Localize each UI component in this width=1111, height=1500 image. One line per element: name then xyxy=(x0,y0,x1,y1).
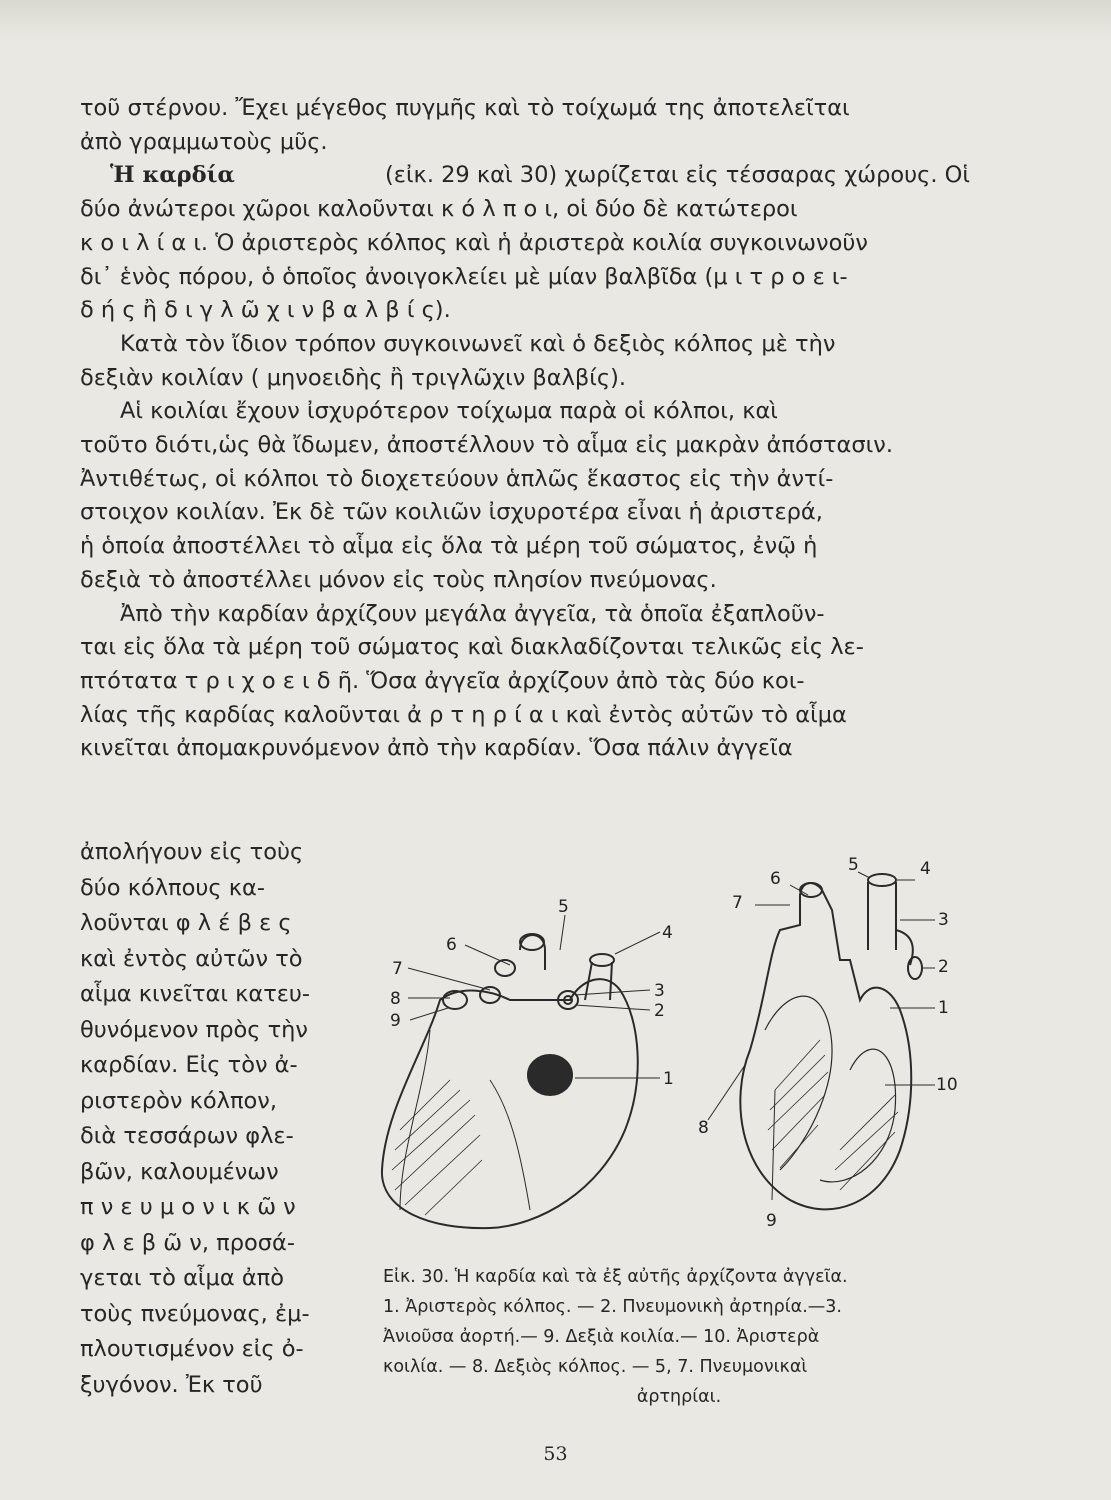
heart-figure xyxy=(370,850,980,1250)
heart-left-labels xyxy=(390,897,674,1089)
figure-label: 10 xyxy=(936,1075,958,1095)
column-line: δύο κόλπους κα- xyxy=(80,874,265,901)
caption-line: κοιλία. — 8. Δεξιὸς κόλπος. — 5, 7. Πνευμονικαὶ xyxy=(383,1357,808,1377)
text-line: δ ή ς ἢ δ ι γ λ ῶ χ ι ν β α λ β ί ς). xyxy=(80,297,451,324)
figure-label: 4 xyxy=(920,859,931,879)
text-line: ἡ ὁποία ἀποστέλλει τὸ αἷμα εἰς ὅλα τὰ μέρη τοῦ σώματος, ἐνῷ ἡ xyxy=(80,533,818,560)
figure-label: 2 xyxy=(938,957,949,977)
figure-label: 5 xyxy=(558,897,569,917)
column-line: π ν ε υ μ ο ν ι κ ῶ ν xyxy=(80,1194,296,1220)
column-line: γεται τὸ αἷμα ἀπὸ xyxy=(80,1265,284,1291)
figure-label: 7 xyxy=(392,959,403,979)
figure-label: 9 xyxy=(390,1011,401,1031)
figure-label: 5 xyxy=(848,855,859,875)
figure-label: 3 xyxy=(938,910,949,930)
text-line: Ἡ καρδία (εἰκ. 29 καὶ 30) χωρίζεται εἰς τέσσαρας χώρους. Οἱ xyxy=(80,159,970,193)
column-line: ξυγόνον. Ἐκ τοῦ xyxy=(80,1371,263,1398)
column-line: τοὺς πνεύμονας, ἐμ- xyxy=(80,1300,310,1327)
main-text xyxy=(80,92,970,766)
text-line: δι᾽ ἑνὸς πόρου, ὁ ὁποῖος ἀνοιγοκλείει μὲ μίαν βαλβῖδα (μ ι τ ρ ο ε ι- xyxy=(80,263,848,290)
heart-illustration xyxy=(370,850,980,1250)
text-line: τοῦτο διότι,ὡς θὰ ἴδωμεν, ἀποστέλλουν τὸ αἷμα εἰς μακρὰν ἀπόστασιν. xyxy=(80,432,893,459)
text-line: Αἱ κοιλίαι ἔχουν ἰσχυρότερον τοίχωμα παρὰ οἱ κόλποι, καὶ xyxy=(120,398,778,425)
figure-label: 1 xyxy=(938,998,949,1018)
text-line: κ ο ι λ ί α ι. Ὁ ἀριστερὸς κόλπος καὶ ἡ ἀριστερὰ κοιλία συγκοινωνοῦν xyxy=(80,229,868,256)
text-line: πτότατα τ ρ ι χ ο ε ι δ ῆ. Ὅσα ἀγγεῖα ἀρχίζουν ἀπὸ τὰς δύο κοι- xyxy=(80,667,805,694)
text-line: Ἀπὸ τὴν καρδίαν ἀρχίζουν μεγάλα ἀγγεῖα, τὰ ὁποῖα ἐξαπλοῦν- xyxy=(120,600,825,627)
text-line: ται εἰς ὅλα τὰ μέρη τοῦ σώματος καὶ διακλαδίζονται τελικῶς εἰς λε- xyxy=(80,634,864,661)
text-line: λίας τῆς καρδίας καλοῦνται ἀ ρ τ η ρ ί α ι καὶ ἐντὸς αὐτῶν τὸ αἷμα xyxy=(80,701,847,728)
text-line: ἀπὸ γραμμωτοὺς μῦς. xyxy=(80,128,328,155)
figure-label: 3 xyxy=(654,981,665,1001)
caption-line: Εἰκ. 30. Ἡ καρδία καὶ τὰ ἐξ αὐτῆς ἀρχίζοντα ἀγγεῖα. xyxy=(383,1267,848,1287)
column-line: καὶ ἐντὸς αὐτῶν τὸ xyxy=(80,945,303,972)
column-line: θυνόμενον πρὸς τὴν xyxy=(80,1016,308,1043)
figure-label: 8 xyxy=(698,1118,709,1138)
column-line: διὰ τεσσάρων φλε- xyxy=(80,1123,294,1149)
text-line: Ἀντιθέτως, οἱ κόλποι τὸ διοχετεύουν ἁπλῶς ἕκαστος εἰς τὴν ἀντί- xyxy=(80,465,834,492)
caption-line: 1. Ἀριστερὸς κόλπος. — 2. Πνευμονικὴ ἀρτηρία.—3. xyxy=(383,1297,842,1317)
caption-line: Ἀνιοῦσα ἀορτή.— 9. Δεξιὰ κοιλία.— 10. Ἀριστερὰ xyxy=(383,1327,820,1347)
left-column-text xyxy=(80,835,350,1403)
heart-left-view xyxy=(382,915,660,1228)
text-line: στοιχον κοιλίαν. Ἐκ δὲ τῶν κοιλιῶν ἰσχυροτέρα εἶναι ἡ ἀριστερά, xyxy=(80,499,823,526)
column-line: πλουτισμένον εἰς ὀ- xyxy=(80,1336,304,1362)
column-line: ριστερὸν κόλπον, xyxy=(80,1087,278,1114)
column-line: ἀπολήγουν εἰς τοὺς xyxy=(80,839,304,865)
bold-term: Ἡ καρδία xyxy=(110,162,235,189)
figure-label: 1 xyxy=(663,1069,674,1089)
figure-label: 6 xyxy=(770,869,781,889)
text-line: δεξιὰ τὸ ἀποστέλλει μόνον εἰς τοὺς πλησίον πνεύμονας. xyxy=(80,566,717,593)
text-line: δεξιὰν κοιλίαν ( μηνοειδὴς ἢ τριγλῶχιν βαλβίς). xyxy=(80,364,627,391)
column-line: βῶν, καλουμένων xyxy=(80,1158,279,1185)
text-line: κινεῖται ἀπομακρυνόμενον ἀπὸ τὴν καρδίαν. Ὅσα πάλιν ἀγγεῖα xyxy=(80,735,793,762)
figure-label: 8 xyxy=(390,989,401,1009)
column-line: αἷμα κινεῖται κατευ- xyxy=(80,981,311,1007)
text-line: Κατὰ τὸν ἴδιον τρόπον συγκοινωνεῖ καὶ ὁ δεξιὸς κόλπος μὲ τὴν xyxy=(120,330,836,357)
column-line: φ λ ε β ῶ ν, προσά- xyxy=(80,1229,295,1256)
figure-label: 2 xyxy=(654,1001,665,1021)
page-top-shadow xyxy=(0,0,1111,40)
figure-label: 4 xyxy=(662,923,673,943)
figure-label: 9 xyxy=(766,1211,777,1231)
text-line: τοῦ στέρνου. Ἔχει μέγεθος πυγμῆς καὶ τὸ τοίχωμά της ἀποτελεῖται xyxy=(80,95,850,121)
heart-right-labels xyxy=(698,855,958,1231)
figure-label: 7 xyxy=(732,893,743,913)
heart-right-view xyxy=(708,872,935,1209)
column-line: καρδίαν. Εἰς τὸν ἀ- xyxy=(80,1052,298,1078)
caption-line: ἀρτηρίαι. xyxy=(636,1387,722,1407)
figure-caption xyxy=(383,1262,975,1412)
figure-label: 6 xyxy=(446,935,457,955)
text-line: δύο ἀνώτεροι χῶροι καλοῦνται κ ό λ π ο ι, οἱ δύο δὲ κατώτεροι xyxy=(80,196,798,223)
column-line: λοῦνται φ λ έ β ε ς xyxy=(80,910,292,936)
page-number: 53 xyxy=(543,1443,568,1465)
